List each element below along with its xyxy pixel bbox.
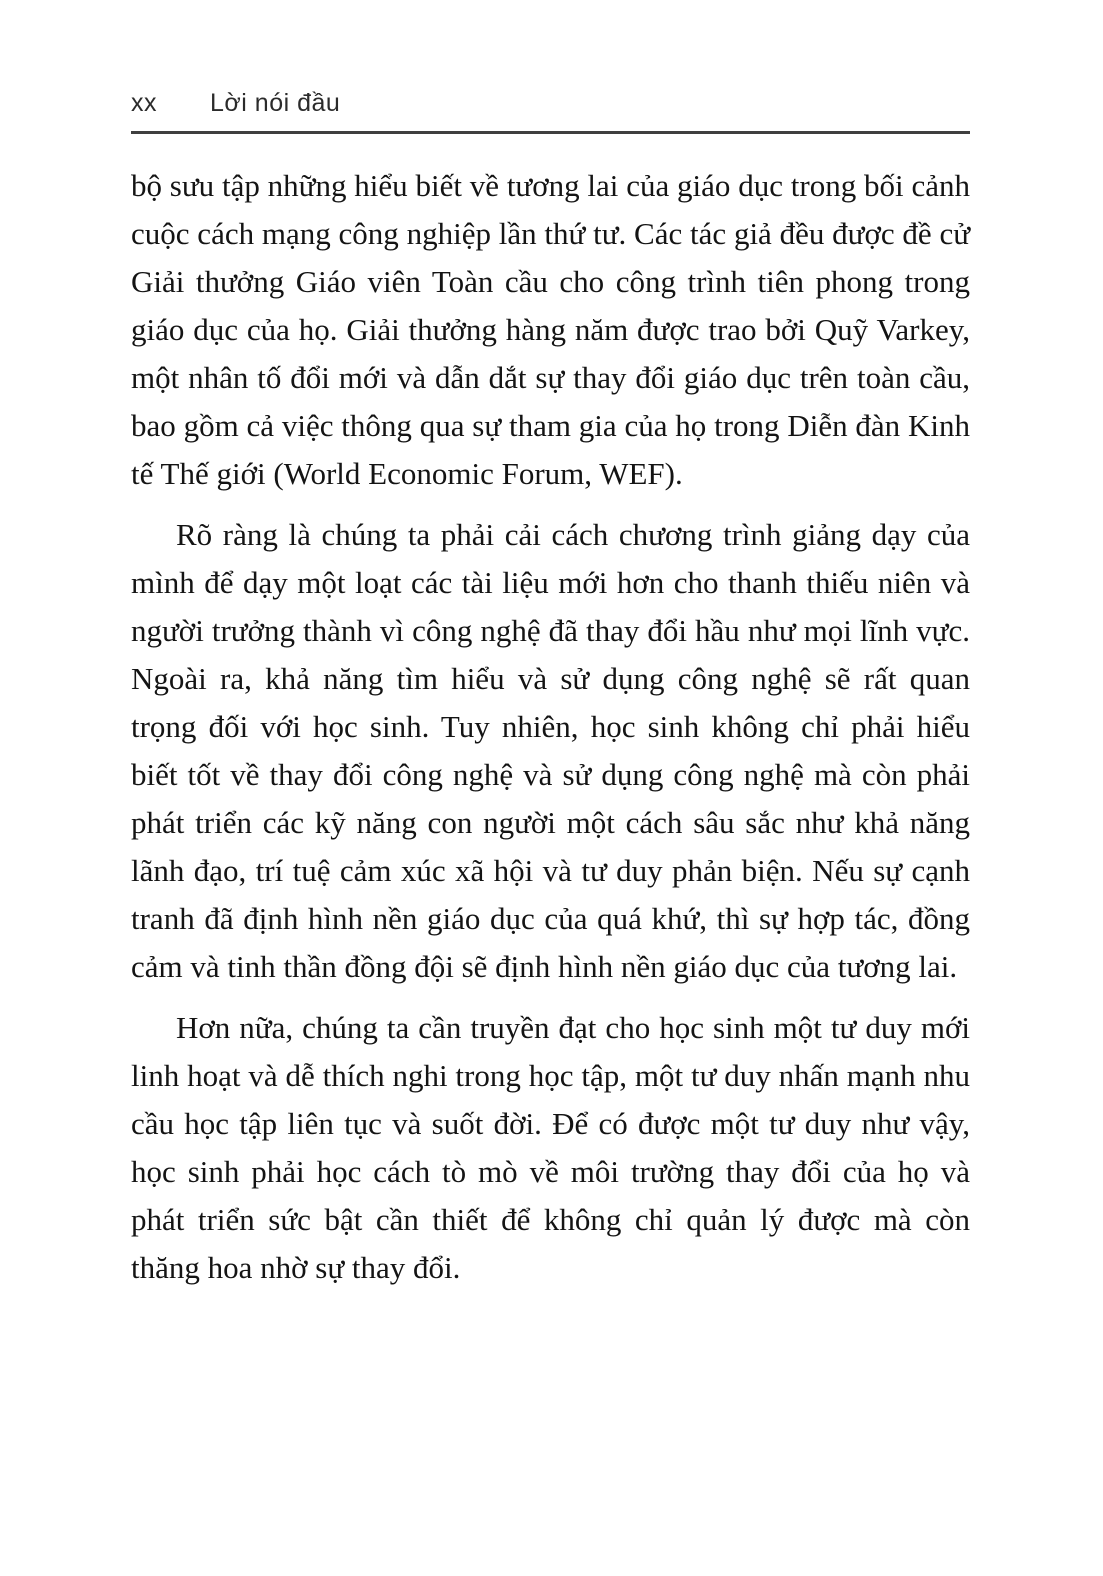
paragraph: Hơn nữa, chúng ta cần truyền đạt cho học sinh một tư duy mới linh hoạt và dễ thích nghi trong học tập, một tư duy nhấn mạnh nhu cầu học tập liên tục và suốt đời. Để có được một tư duy như vậy, học sinh phải học cách tò mò về môi trường thay đổi của họ và phát triển sức bật cần thiết để không chỉ quản lý được mà còn thăng hoa nhờ sự thay đổi. (131, 1010, 970, 1285)
body-text (131, 162, 970, 1292)
page-header (131, 88, 970, 118)
header-rule (131, 131, 970, 134)
running-head-title: Lời nói đầu (210, 89, 341, 117)
paragraph: bộ sưu tập những hiểu biết về tương lai của giáo dục trong bối cảnh cuộc cách mạng công nghiệp lần thứ tư. Các tác giả đều được đề cử Giải thưởng Giáo viên Toàn cầu cho công trình tiên phong trong giáo dục của họ. Giải thưởng hàng năm được trao bởi Quỹ Varkey, một nhân tố đổi mới và dẫn dắt sự thay đổi giáo dục trên toàn cầu, bao gồm cả việc thông qua sự tham gia của họ trong Diễn đàn Kinh tế Thế giới (World Economic Forum, WEF). (131, 168, 970, 491)
page-number: xx (131, 89, 157, 117)
paragraph: Rõ ràng là chúng ta phải cải cách chương trình giảng dạy của mình để dạy một loạt các tài liệu mới hơn cho thanh thiếu niên và người trưởng thành vì công nghệ đã thay đổi hầu như mọi lĩnh vực. Ngoài ra, khả năng tìm hiểu và sử dụng công nghệ sẽ rất quan trọng đối với học sinh. Tuy nhiên, học sinh không chỉ phải hiểu biết tốt về thay đổi công nghệ và sử dụng công nghệ mà còn phải phát triển các kỹ năng con người một cách sâu sắc như khả năng lãnh đạo, trí tuệ cảm xúc xã hội và tư duy phản biện. Nếu sự cạnh tranh đã định hình nền giáo dục của quá khứ, thì sự hợp tác, đồng cảm và tinh thần đồng đội sẽ định hình nền giáo dục của tương lai. (131, 517, 970, 984)
